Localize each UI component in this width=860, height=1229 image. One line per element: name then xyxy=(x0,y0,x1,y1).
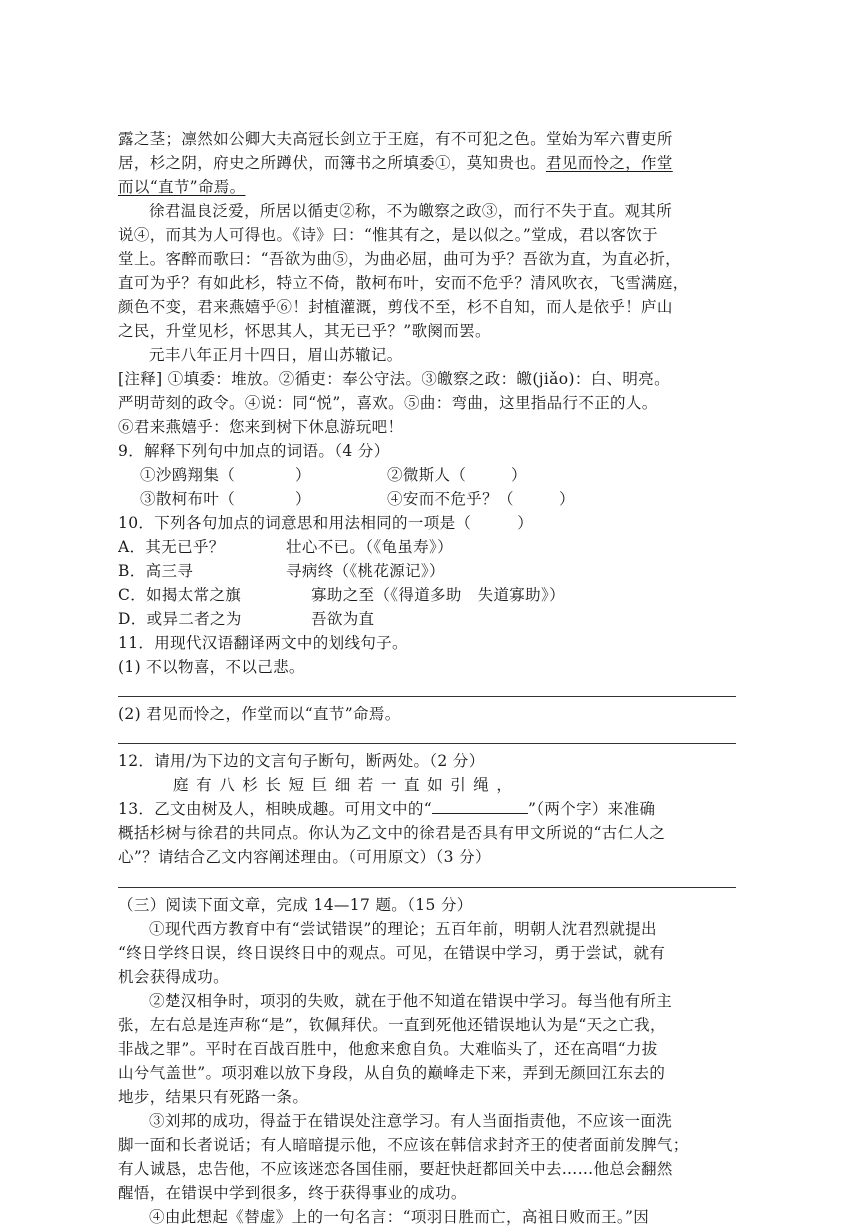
q10-option-d: D．或异二者之为 吾欲为直 xyxy=(118,610,375,628)
question-9-row: ①沙鸥翔集（ ） ②微斯人（ ） xyxy=(118,463,736,487)
notes-line: ⑥君来燕嬉乎：您来到树下休息游玩吧！ xyxy=(118,418,404,436)
passage-line: 说④，而其为人可得也。《诗》曰：“惟其有之，是以似之。”堂成，君以客饮于 xyxy=(118,226,658,244)
question-9-row: ③散柯布叶（ ） ④安而不危乎？（ ） xyxy=(118,487,736,511)
question-9-title: 9．解释下列句中加点的词语。（4 分） xyxy=(118,442,390,460)
passage-line xyxy=(118,175,736,199)
passage-line: 堂上。客醉而歌曰：“吾欲为曲⑤，为曲必屈，曲可为乎？吾欲为直，为直必折， xyxy=(118,250,682,268)
passage-text: 居，杉之阴，府史之所蹲伏，而簿书之所填委①，莫知贵也。 xyxy=(118,154,546,172)
section-3-paragraph-1: ①现代西方教育中有“尝试错误”的理论；五百年前，明朝人沈君烈就提出 xyxy=(149,920,657,938)
section-3-title: （三）阅读下面文章，完成 14—17 题。（15 分） xyxy=(118,896,473,914)
q9-item-prompt: ④安而不危乎？（ xyxy=(387,490,514,508)
q11-item-1: (1) 不以物喜，不以己悲。 xyxy=(118,658,305,676)
underlined-sentence: 君见而怜之，作堂 xyxy=(545,154,673,172)
section-3-paragraph-2: 地步，结果只有死路一条。 xyxy=(118,1088,309,1106)
section-3-paragraph-3: 有人诚恳，忠告他，不应该迷恋各国佳丽，要赶快赶都回关中去……他总会翻然 xyxy=(118,1160,673,1178)
question-13-line: 概括杉树与徐君的共同点。你认为乙文中的徐君是否具有甲文所说的“古仁人之 xyxy=(118,824,666,842)
section-3-paragraph-3: ③刘邦的成功，得益于在错误处注意学习。有人当面指责他，不应该一面洗 xyxy=(149,1112,673,1130)
q10-option-c: C．如揭太常之旗 寡助之至（《得道多助 失道寡助》） xyxy=(118,586,565,604)
section-3-paragraph-2: 山兮气盖世”。项羽难以放下身段，从自负的巅峰走下来，弄到无颜回江东去的 xyxy=(118,1064,666,1082)
question-13-line: 心”？请结合乙文内容阐述理由。（可用原文）（3 分） xyxy=(118,848,491,866)
q10-option-b: B．高三寻 寻病终（《桃花源记》） xyxy=(118,562,445,580)
question-13-line: 13．乙文由树及人，相映成趣。可用文中的“ ”（两个字）来准确 xyxy=(118,800,656,818)
passage-line: 之民，升堂见杉，怀思其人，其无已乎？”歌阕而罢。 xyxy=(118,322,491,340)
passage-line: 直可为乎？有如此杉，特立不倚，散柯布叶，安而不危乎？清风吹衣，飞雪满庭， xyxy=(118,274,689,292)
q13-answer-blank[interactable] xyxy=(432,799,528,814)
passage-line: 颜色不变，君来燕嬉乎⑥！封植灌溉，剪伐不至，杉不自知，而人是依乎！庐山 xyxy=(118,298,673,316)
q11-answer-line-2[interactable] xyxy=(118,726,736,744)
section-3-paragraph-1: 机会获得成功。 xyxy=(118,968,229,986)
question-10-title: 10．下列各句加点的词意思和用法相同的一项是（ ） xyxy=(118,514,534,532)
section-3-paragraph-2: 张，左右总是连声称“是”，钦佩拜伏。一直到死他还错误地认为是“天之亡我， xyxy=(118,1016,666,1034)
question-11-title: 11．用现代汉语翻译两文中的划线句子。 xyxy=(118,634,408,652)
section-3-paragraph-2: 非战之罪”。平时在百战百胜中，他愈来愈自负。大难临头了，还在高唱“力拔 xyxy=(118,1040,658,1058)
q11-answer-line-1[interactable] xyxy=(118,679,736,697)
q9-item-prompt: ②微斯人（ xyxy=(387,466,467,484)
passage-signature: 元丰八年正月十四日，眉山苏辙记。 xyxy=(149,346,403,364)
q9-item-prompt: ①沙鸥翔集（ xyxy=(140,466,236,484)
passage-line: 露之茎；凛然如公卿大夫高冠长剑立于王庭，有不可犯之色。堂始为军六曹吏所 xyxy=(118,130,673,148)
underlined-sentence: 而以“直节”命焉。 xyxy=(118,178,246,196)
notes-line: 严明苛刻的政令。④说：同“悦”，喜欢。⑤曲：弯曲，这里指品行不正的人。 xyxy=(118,394,658,412)
exam-page xyxy=(118,0,736,1229)
q11-item-2: (2) 君见而怜之，作堂而以“直节”命焉。 xyxy=(118,705,401,723)
section-3-paragraph-3: 醒悟，在错误中学到很多，终于获得事业的成功。 xyxy=(118,1184,467,1202)
question-12-title: 12．请用/为下边的文言句子断句，断两处。（2 分） xyxy=(118,752,485,770)
q9-item-prompt: ③散柯布叶（ xyxy=(140,490,236,508)
q13-answer-line[interactable] xyxy=(118,869,736,888)
section-3-paragraph-4: ④由此想起《替虚》上的一句名言：“项羽日胜而亡，高祖日败而王。”因 xyxy=(149,1208,650,1226)
q10-option-a: A．其无已乎？ 壮心不已。（《龟虽寿》） xyxy=(118,538,453,556)
section-3-paragraph-3: 脚一面和长者说话；有人暗暗提示他，不应该在韩信求封齐王的使者面前发脾气； xyxy=(118,1136,689,1154)
section-3-paragraph-2: ②楚汉相争时，项羽的失败，就在于他不知道在错误中学习。每当他有所主 xyxy=(149,992,673,1010)
passage-line xyxy=(118,151,736,175)
notes-line: [注释] ①填委：堆放。②循吏：奉公守法。③皦察之政：皦(jiǎo)：白、明亮。 xyxy=(118,370,670,388)
section-3-paragraph-1: “终日学终日误，终日误终日中的观点。可见，在错误中学习，勇于尝试，就有 xyxy=(118,944,666,962)
passage-line: 徐君温良泛爱，所居以循吏②称，不为皦察之政③，而行不失于直。观其所 xyxy=(149,202,673,220)
q12-sentence: 庭有八杉长短巨细若一直如引绳， xyxy=(173,776,520,794)
